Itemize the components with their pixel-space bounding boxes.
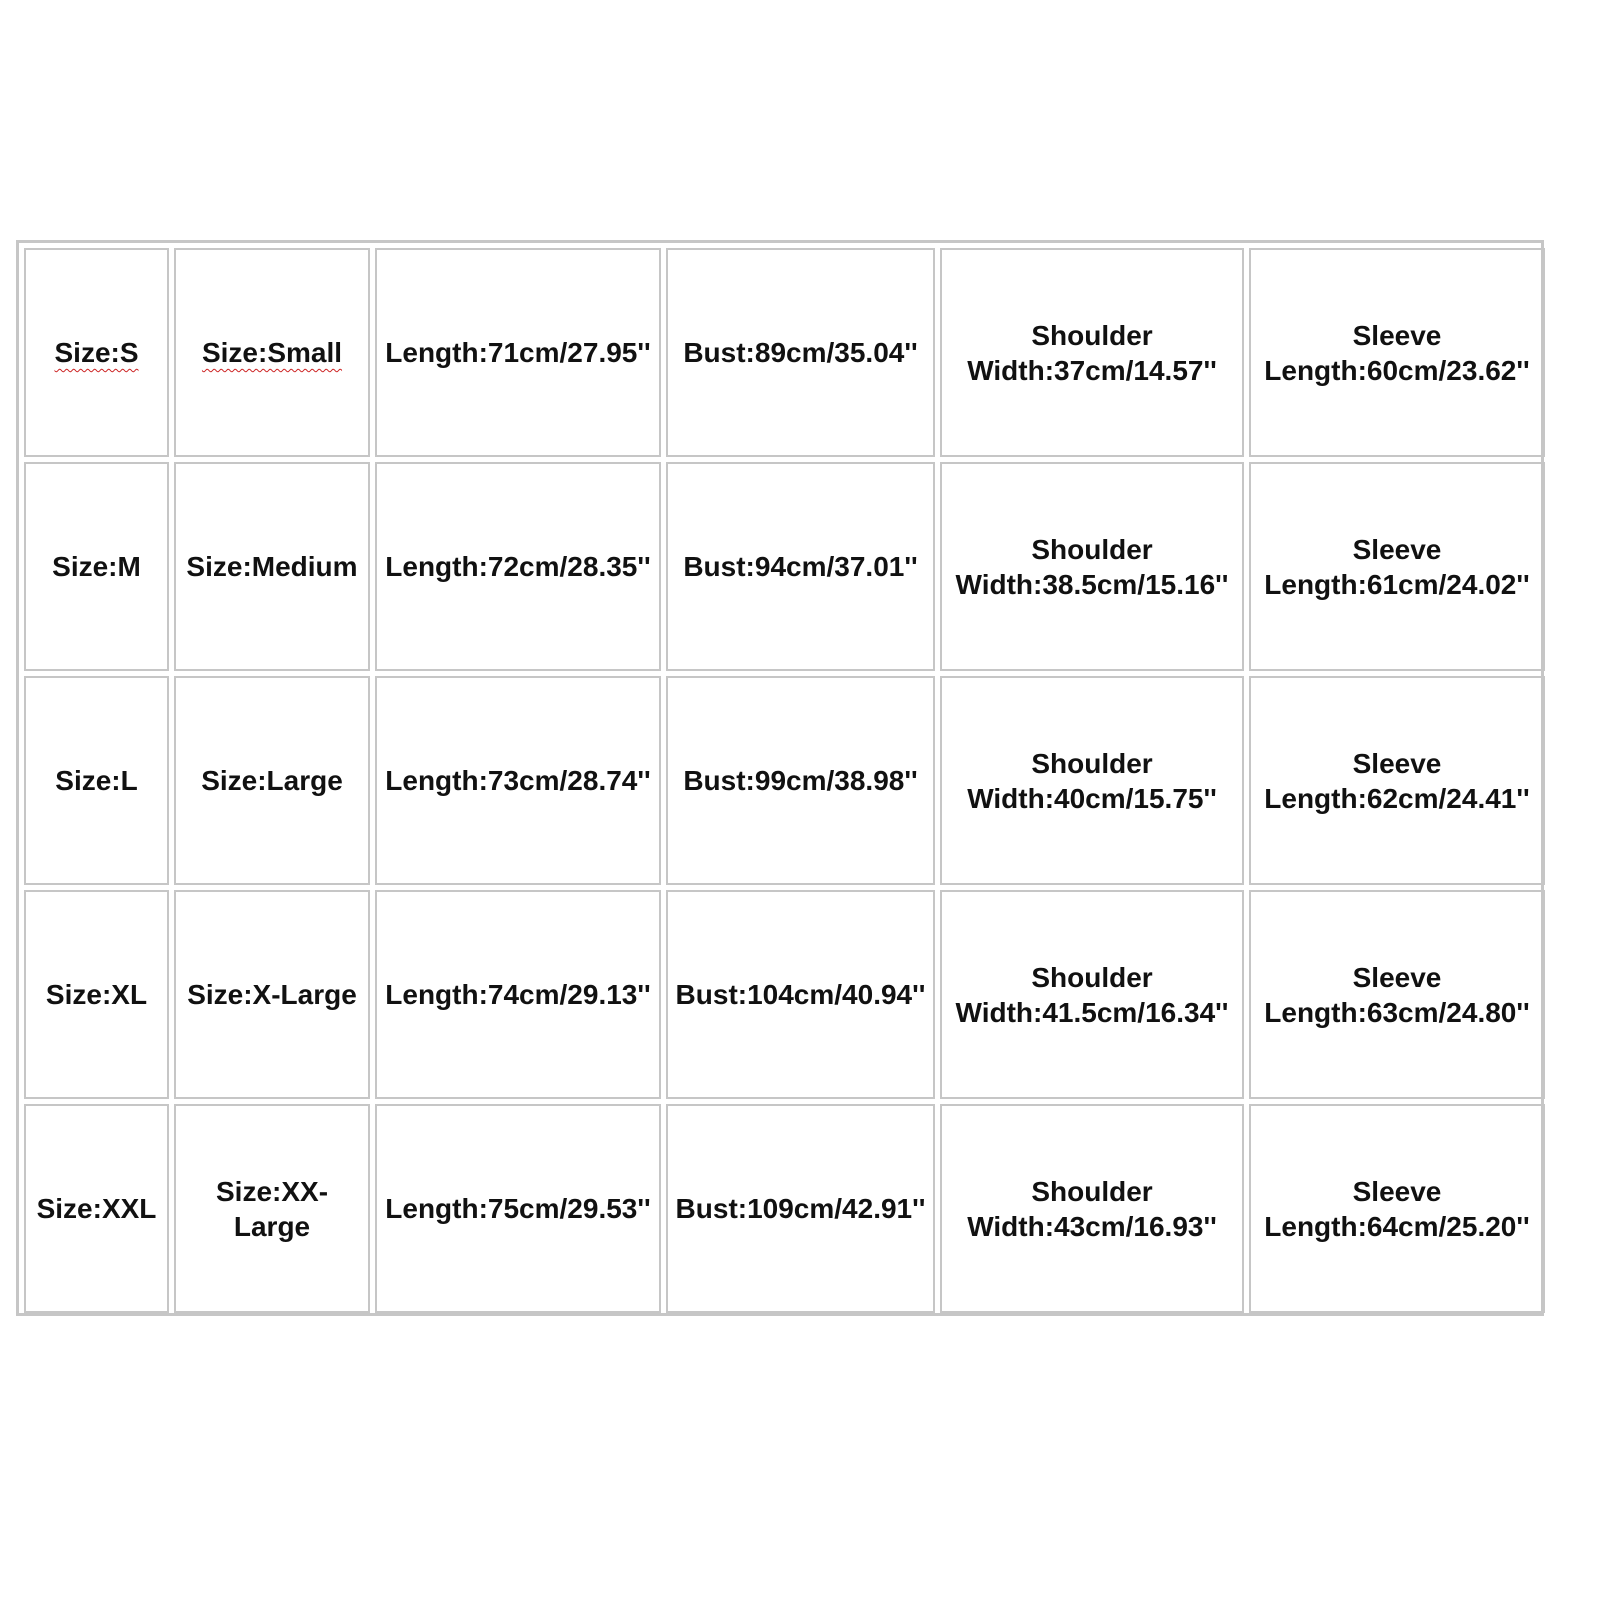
size-code: Size:XXL [36, 1193, 157, 1224]
shoulder-cell [940, 890, 1244, 1099]
size-name: Size:Large [201, 765, 343, 796]
shoulder-cell [940, 676, 1244, 885]
shoulder-cell [940, 462, 1244, 671]
size-code-cell [24, 248, 169, 457]
length-cell [375, 462, 661, 671]
size-code: Size:L [55, 765, 138, 796]
sleeve-cell [1249, 676, 1545, 885]
shoulder-value: Width:41.5cm/16.34'' [955, 996, 1229, 1028]
sleeve-label: Sleeve [1352, 747, 1442, 779]
table-row-s [24, 248, 1545, 457]
table-row-xxl [24, 1104, 1545, 1313]
shoulder-cell [940, 248, 1244, 457]
size-name-part2: Large [233, 1210, 311, 1242]
sleeve-label: Sleeve [1352, 961, 1442, 993]
bust-cell [666, 462, 935, 671]
table-row-m [24, 462, 1545, 671]
bust-cell [666, 676, 935, 885]
bust-value: Bust:99cm/38.98'' [683, 765, 918, 796]
table-row-xl [24, 890, 1545, 1099]
size-name: Size:Medium [186, 551, 358, 582]
shoulder-value: Width:43cm/16.93'' [967, 1210, 1217, 1242]
bust-value: Bust:104cm/40.94'' [675, 979, 926, 1010]
size-name-cell [174, 462, 370, 671]
bust-value: Bust:89cm/35.04'' [683, 337, 918, 368]
size-chart-table [19, 243, 1550, 1318]
length-value: Length:71cm/27.95'' [385, 337, 651, 368]
size-code-cell [24, 1104, 169, 1313]
bust-value: Bust:94cm/37.01'' [683, 551, 918, 582]
size-name: Size:X-Large [187, 979, 357, 1010]
length-cell [375, 1104, 661, 1313]
size-name-cell [174, 248, 370, 457]
size-name: Size:Small [201, 337, 343, 368]
size-code-cell [24, 462, 169, 671]
shoulder-label: Shoulder [1031, 1175, 1153, 1207]
length-cell [375, 890, 661, 1099]
size-name-part1: Size:XX- [215, 1175, 329, 1207]
table-row-l [24, 676, 1545, 885]
sleeve-value: Length:60cm/23.62'' [1264, 354, 1530, 386]
sleeve-cell [1249, 890, 1545, 1099]
size-code-cell [24, 890, 169, 1099]
size-name-cell [174, 890, 370, 1099]
size-name-cell [174, 676, 370, 885]
bust-cell [666, 248, 935, 457]
length-value: Length:75cm/29.53'' [385, 1193, 651, 1224]
length-value: Length:73cm/28.74'' [385, 765, 651, 796]
shoulder-value: Width:37cm/14.57'' [967, 354, 1217, 386]
length-value: Length:74cm/29.13'' [385, 979, 651, 1010]
sleeve-value: Length:63cm/24.80'' [1264, 996, 1530, 1028]
sleeve-cell [1249, 462, 1545, 671]
size-chart-frame [16, 240, 1544, 1316]
sleeve-cell [1249, 248, 1545, 457]
shoulder-value: Width:38.5cm/15.16'' [955, 568, 1229, 600]
size-code: Size:M [52, 551, 141, 582]
sleeve-label: Sleeve [1352, 1175, 1442, 1207]
size-name-cell [174, 1104, 370, 1313]
sleeve-value: Length:64cm/25.20'' [1264, 1210, 1530, 1242]
shoulder-cell [940, 1104, 1244, 1313]
bust-cell [666, 890, 935, 1099]
sleeve-label: Sleeve [1352, 319, 1442, 351]
size-code: Size:XL [45, 979, 148, 1010]
sleeve-label: Sleeve [1352, 533, 1442, 565]
shoulder-label: Shoulder [1031, 747, 1153, 779]
shoulder-value: Width:40cm/15.75'' [967, 782, 1217, 814]
sleeve-value: Length:61cm/24.02'' [1264, 568, 1530, 600]
bust-cell [666, 1104, 935, 1313]
shoulder-label: Shoulder [1031, 533, 1153, 565]
bust-value: Bust:109cm/42.91'' [675, 1193, 926, 1224]
size-code-cell [24, 676, 169, 885]
size-code: Size:S [54, 337, 139, 368]
sleeve-value: Length:62cm/24.41'' [1264, 782, 1530, 814]
shoulder-label: Shoulder [1031, 961, 1153, 993]
shoulder-label: Shoulder [1031, 319, 1153, 351]
sleeve-cell [1249, 1104, 1545, 1313]
length-cell [375, 248, 661, 457]
length-cell [375, 676, 661, 885]
length-value: Length:72cm/28.35'' [385, 551, 651, 582]
